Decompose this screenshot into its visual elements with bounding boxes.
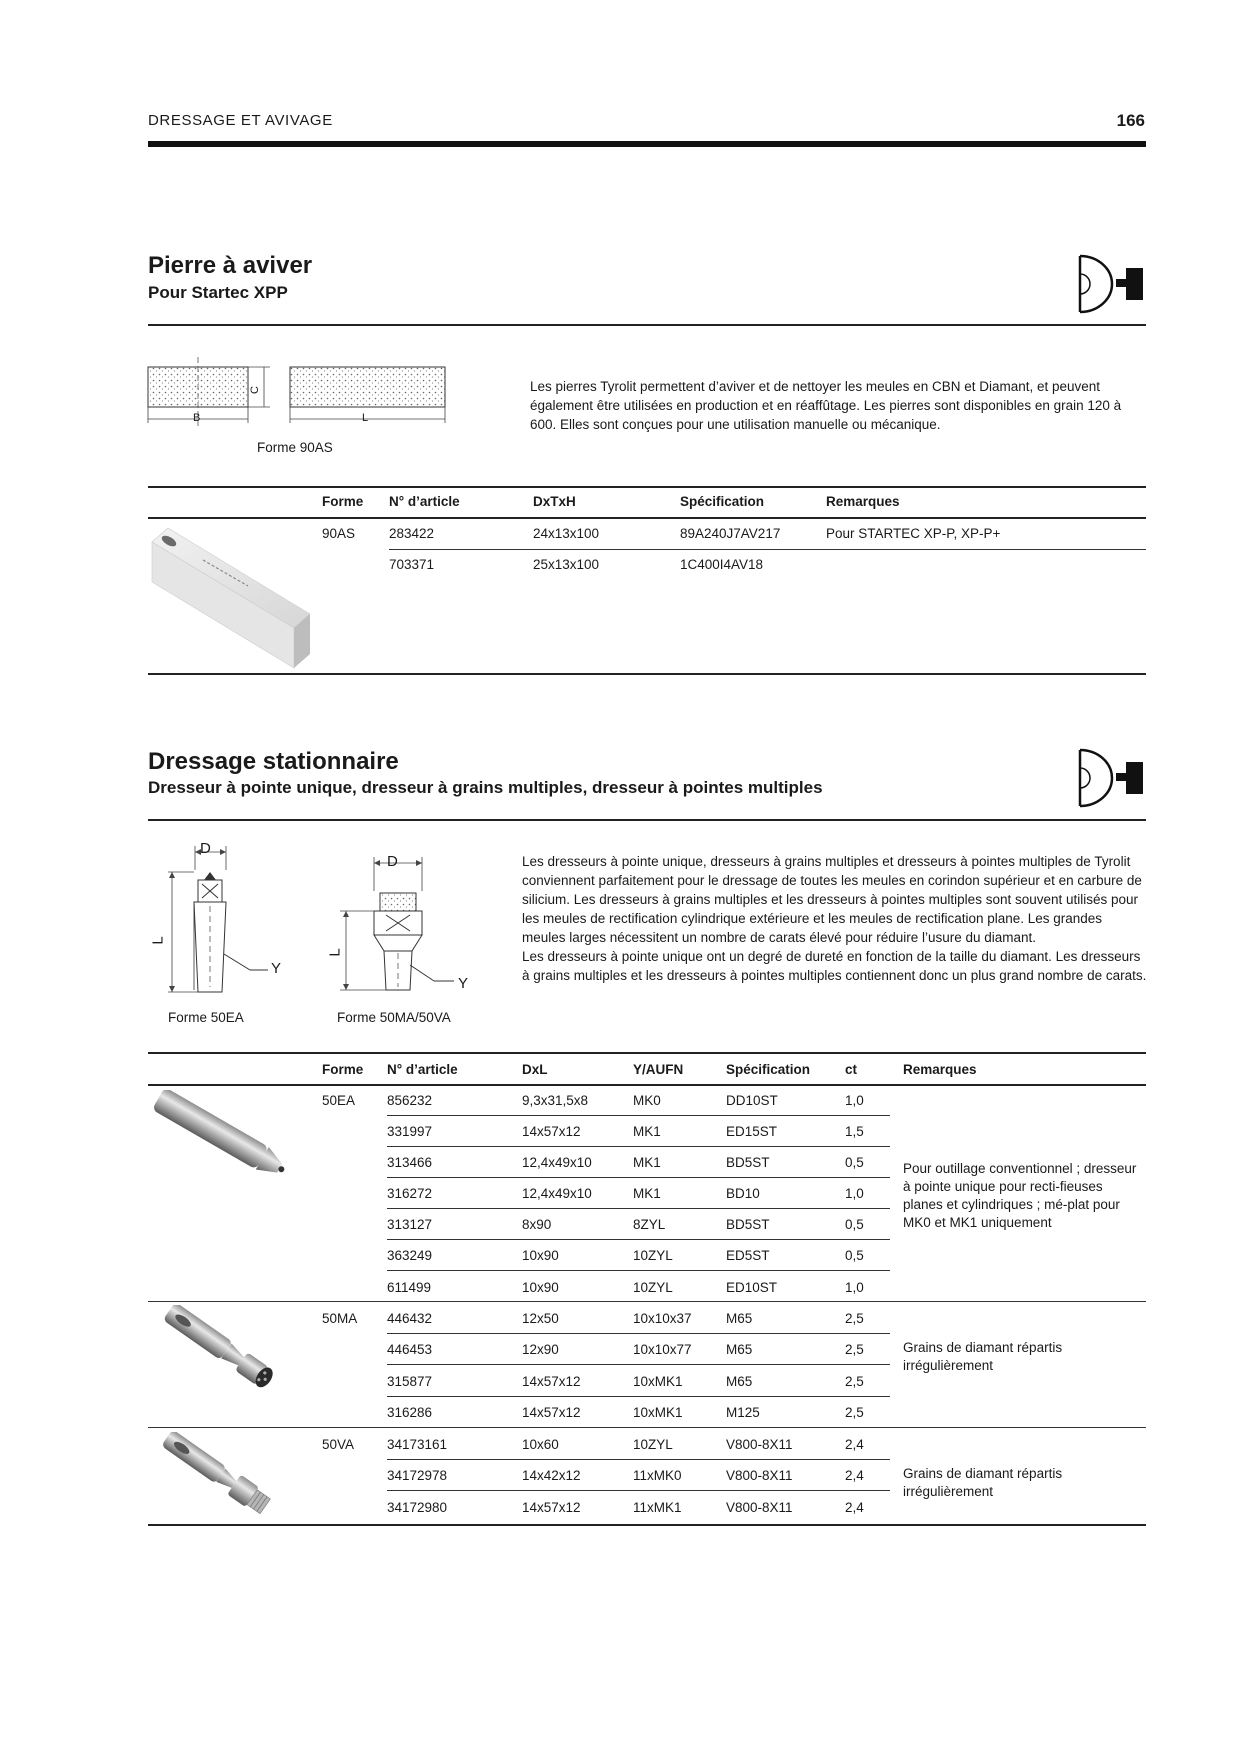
cell-y-aufn: 11xMK0	[633, 1468, 682, 1483]
cell-ct: 2,5	[845, 1405, 864, 1420]
cell-y-aufn: MK0	[633, 1093, 661, 1108]
page-number: 166	[1116, 111, 1145, 130]
cell-y-aufn: MK1	[633, 1186, 661, 1201]
cell-y-aufn: 10x10x37	[633, 1311, 692, 1326]
row-divider	[387, 1459, 890, 1460]
cell-ct: 2,4	[845, 1437, 864, 1452]
section2-description	[522, 852, 1147, 985]
cell-dxl: 14x42x12	[522, 1468, 581, 1483]
cell-spec: BD5ST	[726, 1217, 770, 1232]
cell-dxl: 12,4x49x10	[522, 1155, 592, 1170]
cell-ct: 0,5	[845, 1217, 864, 1232]
cell-article: 316286	[387, 1405, 433, 1420]
cell-y-aufn: 10xMK1	[633, 1374, 683, 1389]
header-rule	[148, 141, 1146, 147]
cell-article: 34172980	[387, 1500, 448, 1515]
dressing-wheel-icon	[1078, 254, 1146, 314]
cell-dims: 25x13x100	[533, 557, 600, 572]
table1-header-rule	[148, 517, 1146, 519]
section1-rule	[148, 324, 1146, 326]
cell-y-aufn: 10ZYL	[633, 1280, 673, 1295]
col-spec: Spécification	[726, 1062, 811, 1077]
section2-description-p2: Les dresseurs à pointe unique ont un degré de dureté en fonction de la taille du diamant. Les dresseurs à grains multiples et les dresseurs à pointes multiples contiennent donc un plus grand nombre de carats.	[522, 949, 1147, 983]
col-y-aufn: Y/AUFN	[633, 1062, 684, 1077]
cell-remark: Pour STARTEC XP-P, XP-P+	[826, 526, 1001, 541]
row-divider	[387, 1177, 890, 1178]
row-divider	[387, 1146, 890, 1147]
cell-y-aufn: 10x10x77	[633, 1342, 692, 1357]
table1-bottom-rule	[148, 673, 1146, 675]
cell-ct: 2,4	[845, 1468, 864, 1483]
cell-article: 315877	[387, 1374, 433, 1389]
cell-dxl: 12x50	[522, 1311, 559, 1326]
cell-dxl: 14x57x12	[522, 1500, 581, 1515]
section1-subtitle: Pour Startec XPP	[148, 283, 288, 302]
stone-diagram	[140, 355, 460, 435]
cell-spec: M65	[726, 1342, 753, 1357]
cell-article: 313466	[387, 1155, 433, 1170]
col-dxl: DxL	[522, 1062, 548, 1077]
col-forme: Forme	[322, 494, 364, 509]
cell-forme: 90AS	[322, 526, 356, 541]
cell-article: 34173161	[387, 1437, 448, 1452]
cell-spec: V800-8X11	[726, 1437, 793, 1452]
col-article: N° d’article	[389, 494, 460, 509]
cell-dims: 24x13x100	[533, 526, 600, 541]
label-d: D	[200, 840, 211, 857]
dressing-wheel-icon	[1078, 748, 1146, 808]
label-b: B	[193, 412, 201, 424]
label-l: L	[362, 412, 369, 424]
col-remarks: Remarques	[903, 1062, 977, 1077]
cell-dxl: 10x90	[522, 1280, 559, 1295]
label-c: C	[248, 386, 261, 394]
row-divider	[387, 1364, 890, 1365]
group-divider	[148, 1301, 1146, 1302]
cell-article: 313127	[387, 1217, 433, 1232]
label-y: Y	[458, 975, 469, 992]
cell-article: 446432	[387, 1311, 433, 1326]
cell-ct: 1,0	[845, 1186, 864, 1201]
cell-spec: ED15ST	[726, 1124, 778, 1139]
cell-spec: BD10	[726, 1186, 760, 1201]
cell-ct: 2,5	[845, 1311, 864, 1326]
col-dims: DxTxH	[533, 494, 576, 509]
cell-forme: 50MA	[322, 1311, 358, 1326]
cell-dxl: 8x90	[522, 1217, 552, 1232]
cell-spec: V800-8X11	[726, 1468, 793, 1483]
cell-spec: ED10ST	[726, 1280, 778, 1295]
label-d: D	[387, 853, 398, 870]
cell-spec: DD10ST	[726, 1093, 778, 1108]
cell-y-aufn: 10ZYL	[633, 1437, 673, 1452]
cell-spec: BD5ST	[726, 1155, 770, 1170]
cell-dxl: 14x57x12	[522, 1374, 581, 1389]
label-y: Y	[271, 960, 282, 977]
cell-article: 611499	[387, 1280, 432, 1295]
section2-rule	[148, 819, 1146, 821]
row-divider	[387, 1239, 890, 1240]
row-divider	[387, 1208, 890, 1209]
dresser-50ea-image	[148, 1090, 298, 1190]
dresser-50ma-image	[145, 1305, 295, 1405]
cell-spec: V800-8X11	[726, 1500, 793, 1515]
cell-spec: ED5ST	[726, 1248, 770, 1263]
section1-description: Les pierres Tyrolit permettent d’aviver et de nettoyer les meules en CBN et Diamant, et peuvent également être utilisées en production et en réaffûtage. Les pierres sont disponibles en grain 120 à 600. Elles sont conçues pour une utilisation manuelle ou mécanique.	[530, 379, 1122, 432]
cell-spec: 89A240J7AV217	[680, 526, 781, 541]
cell-forme: 50EA	[322, 1093, 356, 1108]
cell-article: 34172978	[387, 1468, 448, 1483]
cell-article: 331997	[387, 1124, 433, 1139]
cell-y-aufn: 8ZYL	[633, 1217, 666, 1232]
cell-dxl: 10x90	[522, 1248, 559, 1263]
row-divider	[387, 1115, 890, 1116]
row-divider	[387, 1396, 890, 1397]
cell-article: 856232	[387, 1093, 433, 1108]
cell-ct: 1,0	[845, 1280, 864, 1295]
cell-ct: 2,4	[845, 1500, 864, 1515]
section2-description-p1: Les dresseurs à pointe unique, dresseurs à grains multiples et dresseurs à pointes multiples de Tyrolit conviennent parfaitement pour le dressage de toutes les meules en corindon supérieur et en carbure de silicium. Les dresseurs à grains multiples et les dresseurs à pointes multiples sont souvent utilisés pour les meules de rectification cylindrique extérieure et les meules de rectification plane. Les grandes meules larges nécessitent un nombre de carats élevé pour réduire l’usure du diamant.	[522, 854, 1142, 945]
cell-y-aufn: 11xMK1	[633, 1500, 682, 1515]
label-l: L	[149, 936, 167, 945]
cell-article: 703371	[389, 557, 435, 572]
cell-ct: 1,0	[845, 1093, 864, 1108]
diagram-50ea	[148, 842, 288, 1007]
caption-90as: Forme 90AS	[257, 440, 333, 455]
cell-dxl: 10x60	[522, 1437, 559, 1452]
cell-y-aufn: 10xMK1	[633, 1405, 683, 1420]
stone-photo-image	[148, 522, 313, 672]
row-divider	[387, 1333, 890, 1334]
cell-spec: M125	[726, 1405, 760, 1420]
cell-spec: M65	[726, 1311, 753, 1326]
remark-50va: Grains de diamant répartis irrégulièrement	[903, 1466, 1063, 1499]
cell-article: 446453	[387, 1342, 433, 1357]
col-remarks: Remarques	[826, 494, 900, 509]
section1-title: Pierre à aviver	[148, 252, 313, 279]
cell-ct: 1,5	[845, 1124, 864, 1139]
section2-subtitle: Dresseur à pointe unique, dresseur à grains multiples, dresseur à pointes multiples	[148, 778, 823, 797]
caption-50ea: Forme 50EA	[168, 1010, 244, 1025]
cell-article: 316272	[387, 1186, 433, 1201]
table1-top-rule	[148, 486, 1146, 488]
cell-dxl: 14x57x12	[522, 1405, 581, 1420]
remark-50ma: Grains de diamant répartis irrégulièrement	[903, 1340, 1063, 1373]
running-header: DRESSAGE ET AVIVAGE	[148, 112, 333, 129]
cell-y-aufn: MK1	[633, 1124, 661, 1139]
cell-spec: 1C400I4AV18	[680, 557, 764, 572]
cell-article: 283422	[389, 526, 435, 541]
caption-50ma-50va: Forme 50MA/50VA	[337, 1010, 451, 1025]
cell-ct: 0,5	[845, 1155, 864, 1170]
col-article: N° d’article	[387, 1062, 458, 1077]
col-ct: ct	[845, 1062, 858, 1077]
cell-y-aufn: 10ZYL	[633, 1248, 673, 1263]
col-forme: Forme	[322, 1062, 364, 1077]
dresser-50va-image	[145, 1432, 295, 1532]
cell-dxl: 14x57x12	[522, 1124, 581, 1139]
row-divider	[389, 549, 1146, 550]
label-l: L	[326, 948, 344, 957]
cell-dxl: 12,4x49x10	[522, 1186, 592, 1201]
cell-ct: 0,5	[845, 1248, 864, 1263]
cell-spec: M65	[726, 1374, 753, 1389]
cell-forme: 50VA	[322, 1437, 355, 1452]
section2-title: Dressage stationnaire	[148, 748, 399, 775]
cell-dxl: 12x90	[522, 1342, 559, 1357]
table2-top-rule	[148, 1052, 1146, 1054]
cell-dxl: 9,3x31,5x8	[522, 1093, 589, 1108]
row-divider	[387, 1270, 890, 1271]
cell-article: 363249	[387, 1248, 433, 1263]
cell-ct: 2,5	[845, 1342, 864, 1357]
cell-ct: 2,5	[845, 1374, 864, 1389]
row-divider	[387, 1490, 890, 1491]
table2-header-rule	[148, 1084, 1146, 1086]
cell-y-aufn: MK1	[633, 1155, 661, 1170]
col-spec: Spécification	[680, 494, 765, 509]
group-divider	[148, 1427, 1146, 1428]
table2-bottom-rule	[148, 1524, 1146, 1526]
remark-50ea: Pour outillage conventionnel ; dresseur à pointe unique pour recti-fieuses planes et cylindriques ; mé-plat pour MK0 et MK1 uniquement	[903, 1161, 1137, 1230]
